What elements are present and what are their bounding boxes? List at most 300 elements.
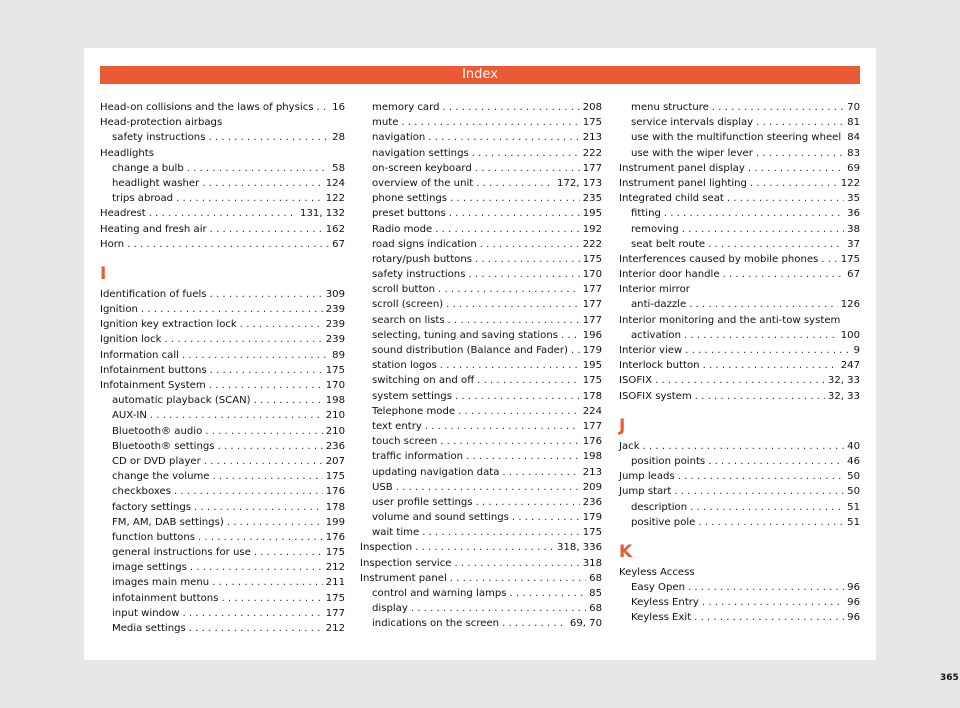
- index-subentry: [619, 297, 860, 312]
- entry-page-ref: 51: [847, 516, 860, 528]
- entry-label: mute: [372, 117, 399, 129]
- entry-page-ref: 175: [582, 117, 602, 129]
- index-subentry: [100, 393, 345, 408]
- entry-label: display: [372, 603, 408, 615]
- dot-leader: [712, 100, 844, 115]
- index-subentry: [360, 404, 602, 419]
- entry-label: Heating and fresh air: [100, 223, 207, 235]
- dot-leader: [202, 176, 322, 191]
- index-subentry: [619, 115, 860, 130]
- entry-page-ref: 178: [325, 501, 345, 513]
- entry-page-ref: 175: [582, 527, 602, 539]
- entry-label: Head-protection airbags: [100, 117, 223, 129]
- entry-label: Interior monitoring and the anti-tow system: [619, 314, 841, 326]
- entry-label: menu structure: [631, 102, 709, 113]
- dot-leader: [210, 222, 323, 237]
- index-entry: [619, 267, 860, 282]
- dot-leader: [448, 313, 580, 328]
- entry-label: general instructions for use: [112, 547, 251, 559]
- dot-leader: [685, 343, 850, 358]
- entry-page-ref: 222: [582, 238, 602, 250]
- dot-leader: [689, 297, 838, 312]
- index-entry: [100, 146, 345, 161]
- dot-leader: [756, 146, 844, 161]
- entry-page-ref: 96: [847, 597, 860, 609]
- entry-label: CD or DVD player: [112, 455, 201, 467]
- index-subentry: [619, 595, 860, 610]
- dot-leader: [240, 317, 323, 332]
- entry-label: volume and sound settings: [372, 512, 509, 524]
- dot-leader: [210, 363, 323, 378]
- dot-leader: [212, 575, 323, 590]
- entry-page-ref: 196: [582, 329, 602, 341]
- entry-label: Keyless Entry: [631, 597, 699, 609]
- entry-page-ref: 177: [325, 607, 345, 619]
- dot-leader: [422, 525, 580, 540]
- dot-leader: [208, 130, 329, 145]
- dot-leader: [435, 222, 580, 237]
- entry-label: activation: [631, 329, 681, 341]
- index-entry: [619, 161, 860, 176]
- dot-leader: [723, 267, 845, 282]
- dot-leader: [475, 252, 580, 267]
- page-title: Index: [100, 66, 860, 84]
- dot-leader: [443, 100, 580, 115]
- index-entry: [100, 287, 345, 302]
- entry-label: Inspection service: [360, 557, 452, 569]
- index-subentry: [360, 358, 602, 373]
- entry-page-ref: 210: [325, 425, 345, 437]
- index-subentry: [360, 282, 602, 297]
- dot-leader: [198, 530, 323, 545]
- index-letter-heading: J: [619, 415, 626, 436]
- dot-leader: [502, 465, 579, 480]
- entry-label: text entry: [372, 420, 422, 432]
- entry-page-ref: 51: [847, 501, 860, 513]
- entry-page-ref: 69, 70: [569, 618, 602, 630]
- index-subentry: [619, 580, 860, 595]
- entry-label: ISOFIX system: [619, 390, 692, 402]
- dot-leader: [213, 469, 323, 484]
- entry-label: wait time: [372, 527, 420, 539]
- entry-page-ref: 208: [582, 102, 602, 113]
- entry-page-ref: 179: [582, 512, 602, 524]
- entry-page-ref: 176: [325, 486, 345, 498]
- entry-label: Headrest: [100, 208, 146, 220]
- entry-page-ref: 222: [582, 147, 602, 159]
- entry-page-ref: 175: [582, 253, 602, 265]
- entry-page-ref: 32, 33: [827, 390, 860, 402]
- entry-label: Horn: [100, 238, 125, 250]
- entry-label: scroll (screen): [372, 299, 444, 311]
- entry-label: change the volume: [112, 471, 210, 483]
- dot-leader: [227, 515, 323, 530]
- entry-page-ref: 247: [840, 360, 860, 372]
- entry-page-ref: 207: [325, 455, 345, 467]
- dot-leader: [210, 287, 323, 302]
- dot-leader: [468, 267, 579, 282]
- entry-page-ref: 162: [325, 223, 345, 235]
- index-subentry: [360, 373, 602, 388]
- index-subentry: [100, 575, 345, 590]
- index-entry: [100, 115, 345, 130]
- dot-leader: [149, 206, 297, 221]
- dot-leader: [182, 348, 329, 363]
- entry-label: indications on the screen: [372, 618, 500, 630]
- entry-label: Infotainment buttons: [100, 364, 207, 376]
- index-column-2: [360, 100, 602, 632]
- index-entry: [619, 358, 860, 373]
- dot-leader: [127, 237, 329, 252]
- dot-leader: [748, 161, 844, 176]
- dot-leader: [440, 434, 579, 449]
- entry-page-ref: 96: [847, 612, 860, 624]
- entry-page-ref: 175: [325, 471, 345, 483]
- index-subentry: [360, 616, 602, 631]
- index-subentry: [619, 130, 860, 145]
- entry-page-ref: 131, 132: [300, 208, 345, 220]
- dot-leader: [428, 130, 579, 145]
- entry-page-ref: 211: [325, 577, 345, 589]
- entry-label: position points: [631, 455, 706, 467]
- entry-label: checkboxes: [112, 486, 171, 498]
- entry-page-ref: 85: [589, 588, 602, 599]
- entry-label: image settings: [112, 562, 187, 574]
- index-entry: [619, 343, 860, 358]
- index-subentry: [360, 191, 602, 206]
- entry-label: Radio mode: [372, 223, 433, 235]
- entry-page-ref: 239: [325, 304, 345, 316]
- index-entry: [619, 484, 860, 499]
- dot-leader: [502, 616, 567, 631]
- dot-leader: [176, 191, 323, 206]
- entry-label: service intervals display: [631, 117, 754, 129]
- entry-page-ref: 170: [325, 380, 345, 391]
- index-subentry: [619, 100, 860, 115]
- entry-page-ref: 213: [582, 132, 602, 144]
- entry-label: Ignition key extraction lock: [100, 319, 237, 331]
- index-subentry: [360, 601, 602, 616]
- entry-label: Keyless Exit: [631, 612, 692, 624]
- dot-leader: [221, 591, 322, 606]
- dot-leader: [415, 540, 554, 555]
- entry-page-ref: 177: [582, 420, 602, 432]
- dot-leader: [756, 115, 844, 130]
- index-subentry: [619, 328, 860, 343]
- index-subentry: [100, 591, 345, 606]
- entry-page-ref: 175: [325, 547, 345, 559]
- index-subentry: [360, 419, 602, 434]
- entry-label: automatic playback (SCAN): [112, 395, 251, 407]
- index-subentry: [360, 100, 602, 115]
- entry-page-ref: 84: [847, 132, 861, 144]
- index-column-3: [619, 100, 860, 626]
- entry-page-ref: 68: [589, 603, 602, 615]
- entry-label: navigation settings: [372, 147, 469, 159]
- entry-label: Headlights: [100, 147, 155, 159]
- index-subentry: [360, 343, 602, 358]
- entry-page-ref: 67: [332, 238, 345, 250]
- index-subentry: [360, 161, 602, 176]
- entry-page-ref: 177: [582, 162, 602, 174]
- dot-leader: [150, 408, 323, 423]
- entry-page-ref: 175: [325, 364, 345, 376]
- entry-label: positive pole: [631, 516, 696, 528]
- entry-label: phone settings: [372, 193, 448, 205]
- index-subentry: [619, 146, 860, 161]
- entry-label: anti-dazzle: [631, 299, 687, 311]
- index-subentry: [100, 176, 345, 191]
- dot-leader: [510, 586, 587, 601]
- entry-page-ref: 40: [847, 440, 860, 452]
- index-subentry: [360, 146, 602, 161]
- index-subentry: [100, 191, 345, 206]
- entry-label: Jump leads: [619, 471, 675, 483]
- entry-page-ref: 36: [847, 208, 860, 220]
- entry-page-ref: 177: [582, 314, 602, 326]
- entry-label: preset buttons: [372, 208, 446, 220]
- dot-leader: [254, 545, 323, 560]
- entry-page-ref: 69: [847, 162, 860, 174]
- index-subentry: [100, 408, 345, 423]
- index-subentry: [360, 297, 602, 312]
- index-subentry: [360, 480, 602, 495]
- index-subentry: [360, 237, 602, 252]
- entry-page-ref: 212: [325, 623, 345, 634]
- index-subentry: [100, 469, 345, 484]
- index-subentry: [100, 130, 345, 145]
- index-subentry: [619, 500, 860, 515]
- index-entry: [360, 556, 602, 571]
- index-entry: [619, 282, 860, 297]
- dot-leader: [446, 297, 580, 312]
- dot-leader: [684, 328, 838, 343]
- index-subentry: [100, 621, 345, 636]
- entry-label: user profile settings: [372, 496, 473, 508]
- entry-page-ref: 210: [325, 410, 345, 422]
- index-letter-heading: I: [100, 263, 107, 284]
- index-subentry: [360, 525, 602, 540]
- dot-leader: [698, 515, 844, 530]
- entry-label: Head-on collisions and the laws of physics: [100, 102, 314, 113]
- entry-label: safety instructions: [372, 269, 466, 281]
- entry-label: safety instructions: [112, 132, 206, 144]
- entry-page-ref: 122: [325, 193, 345, 205]
- entry-page-ref: 236: [582, 496, 602, 508]
- entry-page-ref: 198: [325, 395, 345, 407]
- entry-page-ref: 126: [840, 299, 860, 311]
- index-entry: [100, 237, 345, 252]
- index-subentry: [619, 222, 860, 237]
- entry-page-ref: 199: [325, 516, 345, 528]
- dot-leader: [678, 469, 844, 484]
- entry-label: road signs indication: [372, 238, 477, 250]
- index-subentry: [360, 252, 602, 267]
- entry-page-ref: 38: [847, 223, 860, 235]
- index-subentry: [360, 434, 602, 449]
- dot-leader: [476, 176, 554, 191]
- index-subentry: [100, 161, 345, 176]
- entry-label: traffic information: [372, 451, 464, 463]
- entry-label: Bluetooth® audio: [112, 425, 203, 437]
- entry-label: Telephone mode: [372, 405, 456, 417]
- entry-page-ref: 9: [853, 345, 860, 356]
- entry-label: Jump start: [619, 486, 672, 498]
- entry-label: AUX-IN: [112, 410, 147, 422]
- entry-label: Information call: [100, 349, 179, 361]
- dot-leader: [174, 484, 323, 499]
- index-subentry: [619, 206, 860, 221]
- entry-label: Easy Open: [631, 582, 685, 594]
- entry-label: Instrument panel: [360, 572, 447, 584]
- dot-leader: [571, 343, 580, 358]
- entry-label: use with the multifunction steering wheel: [631, 132, 842, 144]
- index-subentry: [360, 267, 602, 282]
- dot-leader: [643, 439, 845, 454]
- entry-label: system settings: [372, 390, 452, 402]
- index-entry: [100, 317, 345, 332]
- entry-label: FM, AM, DAB settings): [112, 516, 224, 528]
- index-subentry: [360, 176, 602, 191]
- index-subentry: [100, 530, 345, 545]
- index-entry: [619, 439, 860, 454]
- dot-leader: [655, 373, 825, 388]
- entry-page-ref: 195: [582, 360, 602, 372]
- dot-leader: [561, 328, 580, 343]
- index-entry: [100, 100, 345, 115]
- index-subentry: [619, 515, 860, 530]
- entry-page-ref: 176: [582, 436, 602, 448]
- index-subentry: [360, 586, 602, 601]
- entry-label: selecting, tuning and saving stations: [372, 329, 559, 341]
- index-subentry: [100, 484, 345, 499]
- dot-leader: [141, 302, 323, 317]
- index-subentry: [360, 389, 602, 404]
- dot-leader: [187, 161, 329, 176]
- dot-leader: [674, 484, 844, 499]
- index-subentry: [100, 606, 345, 621]
- dot-leader: [449, 206, 580, 221]
- entry-label: use with the wiper lever: [631, 147, 753, 159]
- entry-label: Inspection: [360, 542, 413, 554]
- index-subentry: [360, 465, 602, 480]
- entry-label: touch screen: [372, 436, 438, 448]
- entry-page-ref: 170: [582, 269, 602, 281]
- entry-page-ref: 67: [847, 269, 860, 281]
- entry-page-ref: 175: [840, 253, 860, 265]
- index-subentry: [100, 560, 345, 575]
- entry-page-ref: 224: [582, 405, 602, 417]
- entry-label: input window: [112, 607, 180, 619]
- dot-leader: [682, 222, 844, 237]
- dot-leader: [458, 404, 580, 419]
- entry-page-ref: 178: [582, 390, 602, 402]
- index-subentry: [100, 439, 345, 454]
- entry-page-ref: 198: [582, 451, 602, 463]
- entry-page-ref: 100: [840, 329, 860, 341]
- entry-label: trips abroad: [112, 193, 174, 205]
- entry-label: Media settings: [112, 623, 186, 634]
- dot-leader: [690, 500, 844, 515]
- dot-leader: [450, 191, 580, 206]
- dot-leader: [688, 580, 844, 595]
- entry-label: on-screen keyboard: [372, 162, 472, 174]
- index-entry: [619, 389, 860, 404]
- entry-label: navigation: [372, 132, 426, 144]
- entry-label: ISOFIX: [619, 375, 653, 387]
- entry-label: Instrument panel display: [619, 162, 745, 174]
- index-subentry: [360, 130, 602, 145]
- entry-label: updating navigation data: [372, 466, 500, 478]
- entry-page-ref: 235: [582, 193, 602, 205]
- entry-page-ref: 175: [325, 592, 345, 604]
- dot-leader: [317, 100, 330, 115]
- dot-leader: [396, 480, 580, 495]
- dot-leader: [450, 571, 586, 586]
- entry-label: overview of the unit: [372, 177, 474, 189]
- entry-page-ref: 239: [325, 319, 345, 331]
- entry-label: Interlock button: [619, 360, 700, 372]
- entry-page-ref: 81: [847, 117, 860, 129]
- index-entry: [360, 571, 602, 586]
- dot-leader: [194, 500, 323, 515]
- dot-leader: [821, 252, 837, 267]
- entry-label: memory card: [372, 102, 440, 113]
- entry-page-ref: 68: [589, 572, 602, 584]
- index-entry: [100, 332, 345, 347]
- dot-leader: [694, 610, 844, 625]
- dot-leader: [438, 282, 580, 297]
- entry-page-ref: 89: [332, 349, 345, 361]
- dot-leader: [425, 419, 580, 434]
- dot-leader: [477, 373, 580, 388]
- entry-page-ref: 28: [332, 132, 345, 144]
- dot-leader: [455, 556, 580, 571]
- entry-label: Interior mirror: [619, 284, 690, 296]
- entry-label: Identification of fuels: [100, 288, 207, 300]
- entry-page-ref: 58: [332, 162, 345, 174]
- entry-label: station logos: [372, 360, 437, 372]
- entry-page-ref: 195: [582, 208, 602, 220]
- dot-leader: [708, 454, 844, 469]
- dot-leader: [411, 601, 586, 616]
- index-entry: [619, 176, 860, 191]
- dot-leader: [480, 237, 580, 252]
- index-subentry: [619, 237, 860, 252]
- index-entry: [100, 348, 345, 363]
- entry-label: sound distribution (Balance and Fader): [372, 345, 568, 356]
- entry-label: function buttons: [112, 531, 195, 543]
- entry-page-ref: 70: [847, 102, 860, 113]
- entry-page-ref: 177: [582, 284, 602, 296]
- entry-page-ref: 124: [325, 177, 345, 189]
- index-subentry: [360, 206, 602, 221]
- entry-page-ref: 179: [582, 345, 602, 356]
- dot-leader: [475, 161, 580, 176]
- entry-page-ref: 50: [847, 471, 860, 483]
- entry-label: Interior door handle: [619, 269, 720, 281]
- entry-label: Ignition lock: [100, 334, 162, 346]
- index-subentry: [360, 115, 602, 130]
- entry-page-ref: 83: [847, 147, 860, 159]
- dot-leader: [466, 449, 580, 464]
- dot-leader: [703, 358, 838, 373]
- entry-label: description: [631, 501, 688, 513]
- index-subentry: [100, 454, 345, 469]
- dot-leader: [750, 176, 838, 191]
- dot-leader: [205, 424, 322, 439]
- entry-label: USB: [372, 481, 393, 493]
